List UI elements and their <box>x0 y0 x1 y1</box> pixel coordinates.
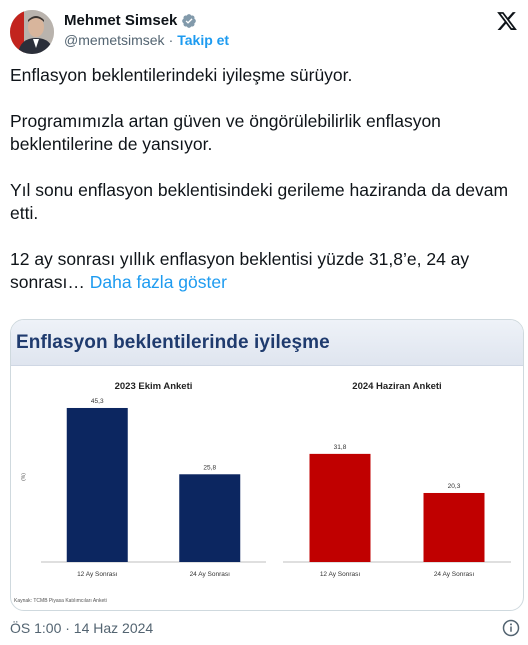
follow-button[interactable]: Takip et <box>177 32 230 48</box>
tweet-paragraph-text: 12 ay sonrası yıllık enflasyon beklentisi yüzde 31,8’e, 24 ay sonrası… <box>10 249 470 292</box>
media-banner <box>11 320 523 366</box>
y-axis-label: (%) <box>21 473 27 481</box>
author-name[interactable]: Mehmet Simsek <box>64 12 178 29</box>
avatar-portrait <box>10 10 54 54</box>
bar-value-label: 45,3 <box>90 397 104 405</box>
category-label: 12 Ay Sonrası <box>319 571 361 578</box>
verified-badge-icon <box>181 13 197 29</box>
tweet-paragraph: Enflasyon beklentilerindeki iyileşme sürüyor. <box>10 65 353 85</box>
show-more-link[interactable]: Daha fazla göster <box>89 272 227 292</box>
timestamp[interactable]: ÖS 1:00 · 14 Haz 2024 <box>10 620 154 636</box>
bar-value-label: 31,8 <box>333 443 347 451</box>
tweet-paragraph-last <box>10 248 520 294</box>
tweet-text <box>10 64 520 294</box>
source-note: Kaynak: TCMB Piyasa Katılımcıları Anketi <box>14 598 107 604</box>
tweet-header <box>10 8 518 56</box>
tweet-footer <box>10 620 520 638</box>
media-image[interactable] <box>10 319 524 611</box>
category-label: 12 Ay Sonrası <box>77 571 118 578</box>
bar-charts <box>11 366 524 611</box>
bar <box>67 408 128 562</box>
bar <box>424 493 485 562</box>
bar <box>179 474 240 562</box>
media-title: Enflasyon beklentilerinde iyileşme <box>16 332 330 353</box>
avatar[interactable] <box>10 10 54 54</box>
chart-title: 2024 Haziran Anketi <box>352 381 442 392</box>
handle-separator: · <box>168 32 174 48</box>
bar <box>310 454 371 562</box>
tweet-paragraph: Programımızla artan güven ve öngörülebilirlik enflasyon beklentilerine de yansıyor. <box>10 111 441 154</box>
category-label: 24 Ay Sonrası <box>433 571 475 578</box>
bar-value-label: 20,3 <box>447 482 461 490</box>
info-icon[interactable] <box>502 619 520 637</box>
category-label: 24 Ay Sonrası <box>189 571 230 578</box>
bar-value-label: 25,8 <box>203 464 217 472</box>
author-handle[interactable]: @memetsimsek <box>64 32 165 48</box>
x-logo-icon[interactable] <box>496 10 518 32</box>
chart-title: 2023 Ekim Anketi <box>114 381 193 392</box>
tweet-paragraph: Yıl sonu enflasyon beklentisindeki gerileme haziranda da devam etti. <box>10 180 509 223</box>
